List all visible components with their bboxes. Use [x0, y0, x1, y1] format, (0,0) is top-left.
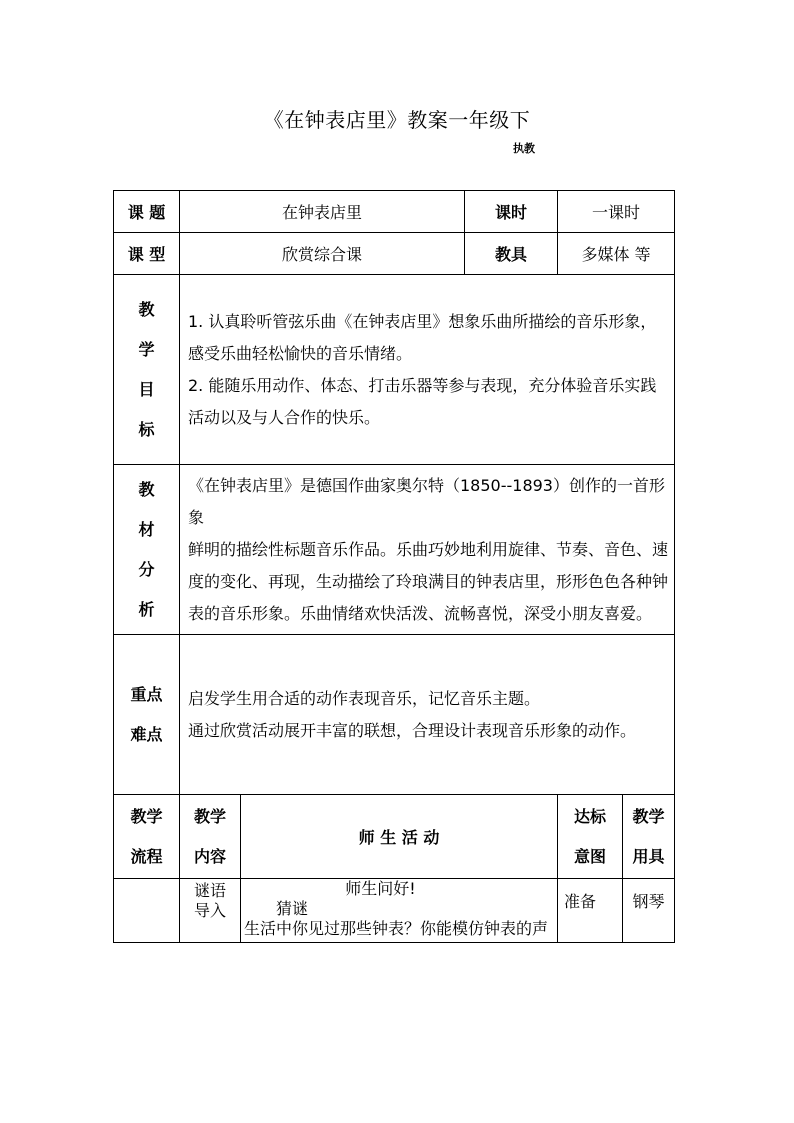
- topic-value: 在钟表店里: [180, 191, 465, 233]
- flow-process-header: 教学 流程: [114, 795, 180, 879]
- row-flow-header: [114, 795, 675, 879]
- tools-label: 教具: [465, 233, 558, 275]
- row-type: [114, 233, 675, 275]
- type-label: 课 型: [114, 233, 180, 275]
- row-flow-1: [114, 879, 675, 943]
- row-key-points: [114, 635, 675, 795]
- flow-intent-cell: 准备: [558, 879, 623, 943]
- flow-activity-cell: 师生问好! 猜谜 生活中你见过那些钟表？你能模仿钟表的声: [241, 879, 558, 943]
- row-analysis: [114, 465, 675, 635]
- goals-label: 教 学 目 标: [114, 275, 180, 465]
- page-title: 《在钟表店里》教案一年级下: [263, 108, 531, 132]
- flow-tools-header: 教学 用具: [623, 795, 675, 879]
- analysis-label: 教 材 分 析: [114, 465, 180, 635]
- row-goals: [114, 275, 675, 465]
- key-text: 启发学生用合适的动作表现音乐，记忆音乐主题。 通过欣赏活动展开丰富的联想，合理设计表现音乐形象的动作。: [180, 635, 675, 795]
- tools-value: 多媒体 等: [558, 233, 675, 275]
- goals-text: 1. 认真聆听管弦乐曲《在钟表店里》想象乐曲所描绘的音乐形象， 感受乐曲轻松愉快的音乐情绪。 2. 能随乐用动作、体态、打击乐器等参与表现，充分体验音乐实践 活动以及与人合作的快乐。: [180, 275, 675, 465]
- flow-content-cell: 谜语 导入: [180, 879, 241, 943]
- type-value: 欣赏综合课: [180, 233, 465, 275]
- flow-tools-cell: 钢琴: [623, 879, 675, 943]
- row-topic: [114, 191, 675, 233]
- author-label: 执教: [513, 142, 535, 155]
- flow-activity-header: 师 生 活 动: [241, 795, 558, 879]
- analysis-text: 《在钟表店里》是德国作曲家奥尔特（1850--1893）创作的一首形象 鲜明的描绘性标题音乐作品。乐曲巧妙地利用旋律、节奏、音色、速 度的变化、再现，生动描绘了玲琅满目的钟表店里，形形色色各种钟 表的音乐形象。乐曲情绪欢快活泼、流畅喜悦，深受小朋友喜爱。: [180, 465, 675, 635]
- flow-intent-header: 达标 意图: [558, 795, 623, 879]
- period-label: 课时: [465, 191, 558, 233]
- flow-process-cell: [114, 879, 180, 943]
- topic-label: 课 题: [114, 191, 180, 233]
- lesson-plan-table: [113, 190, 675, 943]
- flow-content-header: 教学 内容: [180, 795, 241, 879]
- period-value: 一课时: [558, 191, 675, 233]
- key-label: 重点 难点: [114, 635, 180, 795]
